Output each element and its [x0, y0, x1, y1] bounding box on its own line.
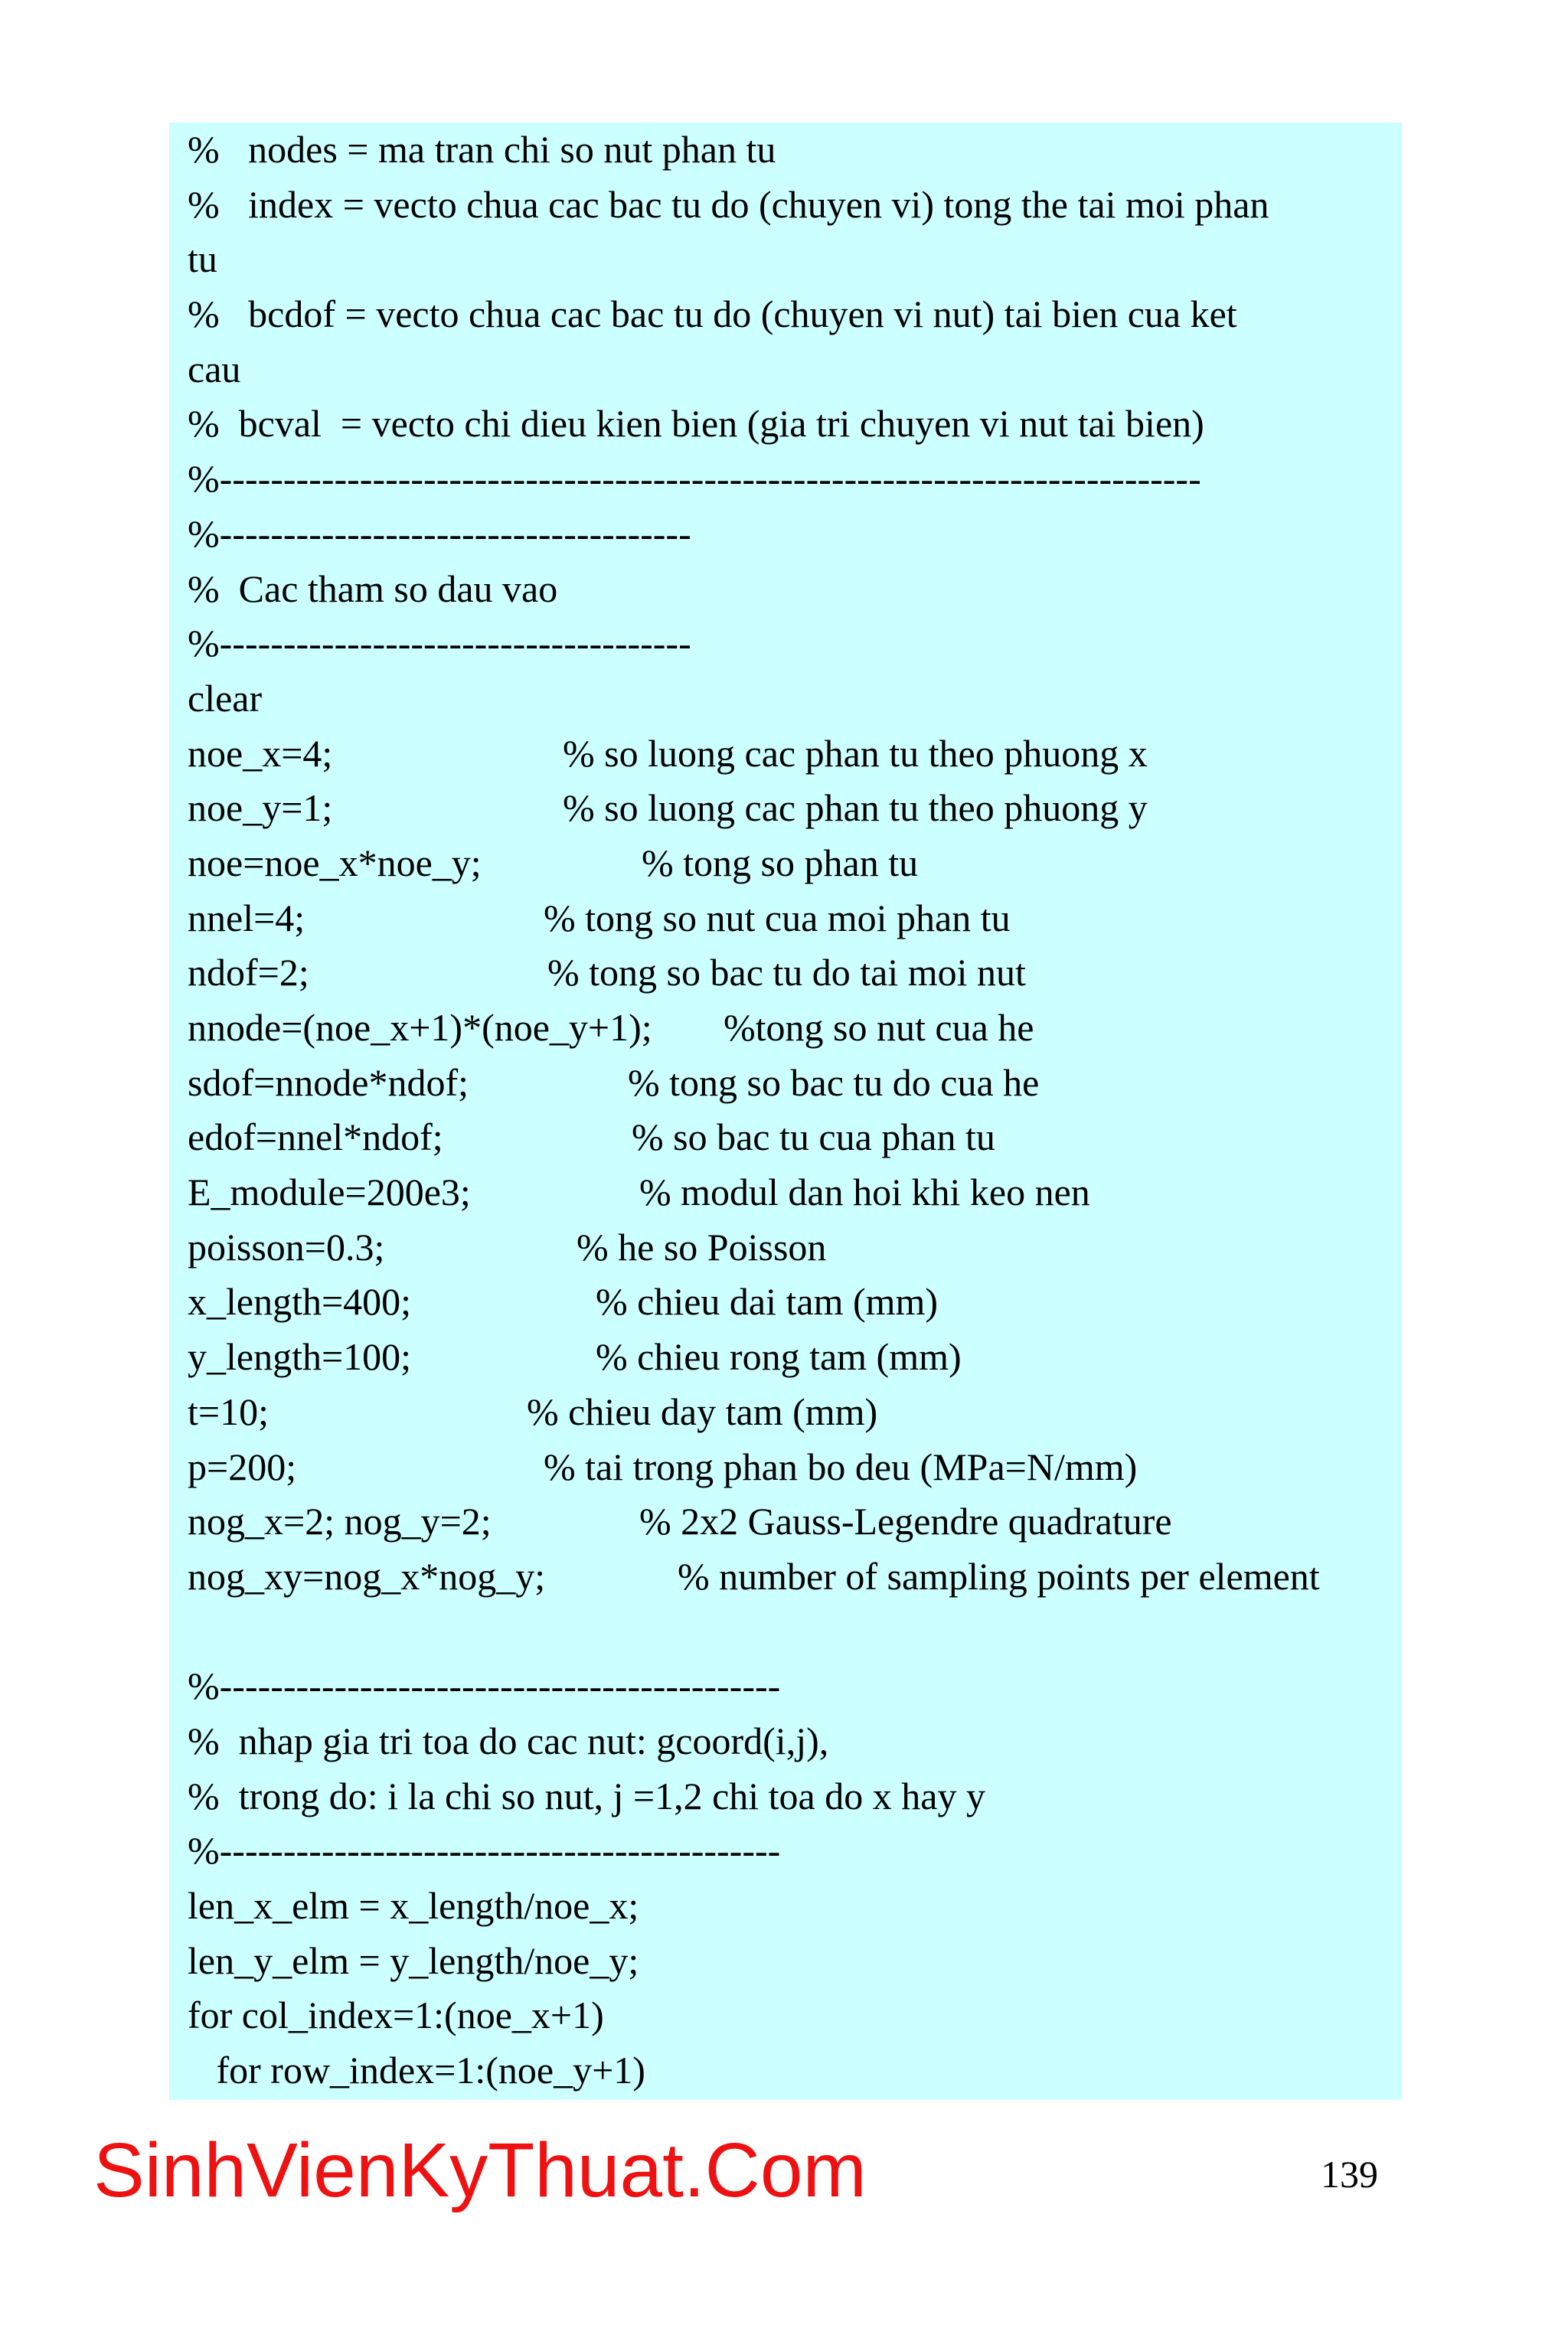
- code-comment: % tong so nut cua moi phan tu: [544, 896, 1011, 939]
- code-text: x_length=400;: [188, 1280, 412, 1324]
- code-line: [188, 452, 1387, 507]
- code-line: [188, 1001, 1387, 1056]
- code-text: E_module=200e3;: [188, 1171, 471, 1214]
- code-text: %-------------------------------------: [188, 622, 691, 665]
- code-comment: % he so Poisson: [577, 1225, 827, 1269]
- code-line: [188, 1988, 1387, 2043]
- code-line: [188, 671, 1387, 727]
- code-line: [188, 1330, 1387, 1385]
- code-text: y_length=100;: [188, 1335, 412, 1379]
- code-comment: % so luong cac phan tu theo phuong x: [563, 731, 1148, 775]
- code-line: [188, 507, 1387, 562]
- code-comment: % so bac tu cua phan tu: [632, 1115, 995, 1159]
- code-comment: % so luong cac phan tu theo phuong y: [563, 786, 1148, 830]
- code-text: for row_index=1:(noe_y+1): [188, 2049, 645, 2092]
- code-line: [188, 122, 1387, 178]
- code-text: nnel=4;: [188, 896, 305, 939]
- code-line: [188, 1385, 1387, 1440]
- code-text: nog_x=2; nog_y=2;: [188, 1500, 492, 1543]
- code-text: % nhap gia tri toa do cac nut: gcoord(i,j),: [188, 1719, 829, 1762]
- code-line: [188, 342, 1387, 397]
- code-line: [188, 1494, 1387, 1550]
- code-line: [188, 1220, 1387, 1275]
- code-text: nog_xy=nog_x*nog_y;: [188, 1554, 546, 1598]
- code-line: [188, 891, 1387, 946]
- code-comment: % number of sampling points per element: [678, 1554, 1320, 1598]
- code-line: [188, 945, 1387, 1001]
- code-line: [188, 781, 1387, 836]
- code-text: %--------------------------------------------: [188, 1664, 781, 1708]
- code-comment: % tai trong phan bo deu (MPa=N/mm): [544, 1445, 1138, 1488]
- code-comment: % tong so bac tu do tai moi nut: [547, 951, 1026, 994]
- code-comment: % chieu dai tam (mm): [596, 1280, 939, 1324]
- code-text: sdof=nnode*ndof;: [188, 1060, 469, 1104]
- code-text: noe=noe_x*noe_y;: [188, 841, 482, 884]
- code-line: [188, 1440, 1387, 1495]
- code-line: [188, 1714, 1387, 1769]
- code-text: t=10;: [188, 1390, 269, 1433]
- code-line: [188, 178, 1387, 233]
- code-line: [188, 727, 1387, 782]
- watermark-brand: SinhVienKyThuat.Com: [93, 2128, 867, 2213]
- code-text: %--------------------------------------------: [188, 1829, 781, 1873]
- code-comment: %tong so nut cua he: [724, 1006, 1034, 1049]
- code-line: [188, 1879, 1387, 1934]
- code-comment: % chieu day tam (mm): [527, 1390, 878, 1433]
- code-text: % nodes = ma tran chi so nut phan tu: [188, 128, 776, 171]
- code-text: %-------------------------------------: [188, 511, 691, 555]
- code-text: clear: [188, 676, 263, 720]
- code-text: % bcdof = vecto chua cac bac tu do (chuyen vi nut) tai bien cua ket: [188, 292, 1237, 336]
- page-number: 139: [1321, 2153, 1378, 2196]
- code-text: tu: [188, 237, 217, 281]
- code-text: for col_index=1:(noe_x+1): [188, 1994, 604, 2037]
- code-line: [188, 287, 1387, 342]
- code-text: % index = vecto chua cac bac tu do (chuyen vi) tong the tai moi phan: [188, 182, 1269, 226]
- code-text: poisson=0.3;: [188, 1225, 385, 1269]
- code-text: % Cac tham so dau vao: [188, 567, 558, 610]
- code-line: [188, 562, 1387, 617]
- code-text: % bcval = vecto chi dieu kien bien (gia tri chuyen vi nut tai bien): [188, 402, 1204, 446]
- code-text: % trong do: i la chi so nut, j =1,2 chi toa do x hay y: [188, 1774, 985, 1817]
- code-text: len_y_elm = y_length/noe_y;: [188, 1938, 639, 1982]
- code-line: [188, 1769, 1387, 1824]
- code-line: [188, 1275, 1387, 1330]
- code-listing: [169, 122, 1402, 2100]
- code-comment: % modul dan hoi khi keo nen: [639, 1171, 1090, 1214]
- code-text: nnode=(noe_x+1)*(noe_y+1);: [188, 1006, 652, 1049]
- code-line: [188, 836, 1387, 891]
- code-line: [188, 397, 1387, 452]
- code-line: [188, 1110, 1387, 1165]
- code-line: [188, 1165, 1387, 1220]
- code-text: len_x_elm = x_length/noe_x;: [188, 1884, 639, 1927]
- code-text: noe_x=4;: [188, 731, 333, 775]
- code-comment: % 2x2 Gauss-Legendre quadrature: [639, 1500, 1172, 1543]
- code-line: [188, 616, 1387, 671]
- code-text: edof=nnel*ndof;: [188, 1115, 443, 1159]
- code-text: ndof=2;: [188, 951, 309, 994]
- code-line: [188, 232, 1387, 287]
- code-text: cau: [188, 347, 241, 390]
- code-text: %-----------------------------------------------------------------------------: [188, 457, 1201, 501]
- code-line: [188, 1659, 1387, 1714]
- code-comment: % tong so bac tu do cua he: [628, 1060, 1040, 1104]
- code-text: noe_y=1;: [188, 786, 333, 830]
- code-lines: [188, 122, 1387, 2098]
- code-text: p=200;: [188, 1445, 297, 1488]
- code-line: [188, 1824, 1387, 1879]
- code-comment: % tong so phan tu: [642, 841, 919, 884]
- code-comment: % chieu rong tam (mm): [596, 1335, 962, 1379]
- code-line: [188, 1550, 1387, 1605]
- code-line: [188, 2043, 1387, 2098]
- code-line: [188, 1605, 1387, 1660]
- code-line: [188, 1056, 1387, 1111]
- code-line: [188, 1934, 1387, 1989]
